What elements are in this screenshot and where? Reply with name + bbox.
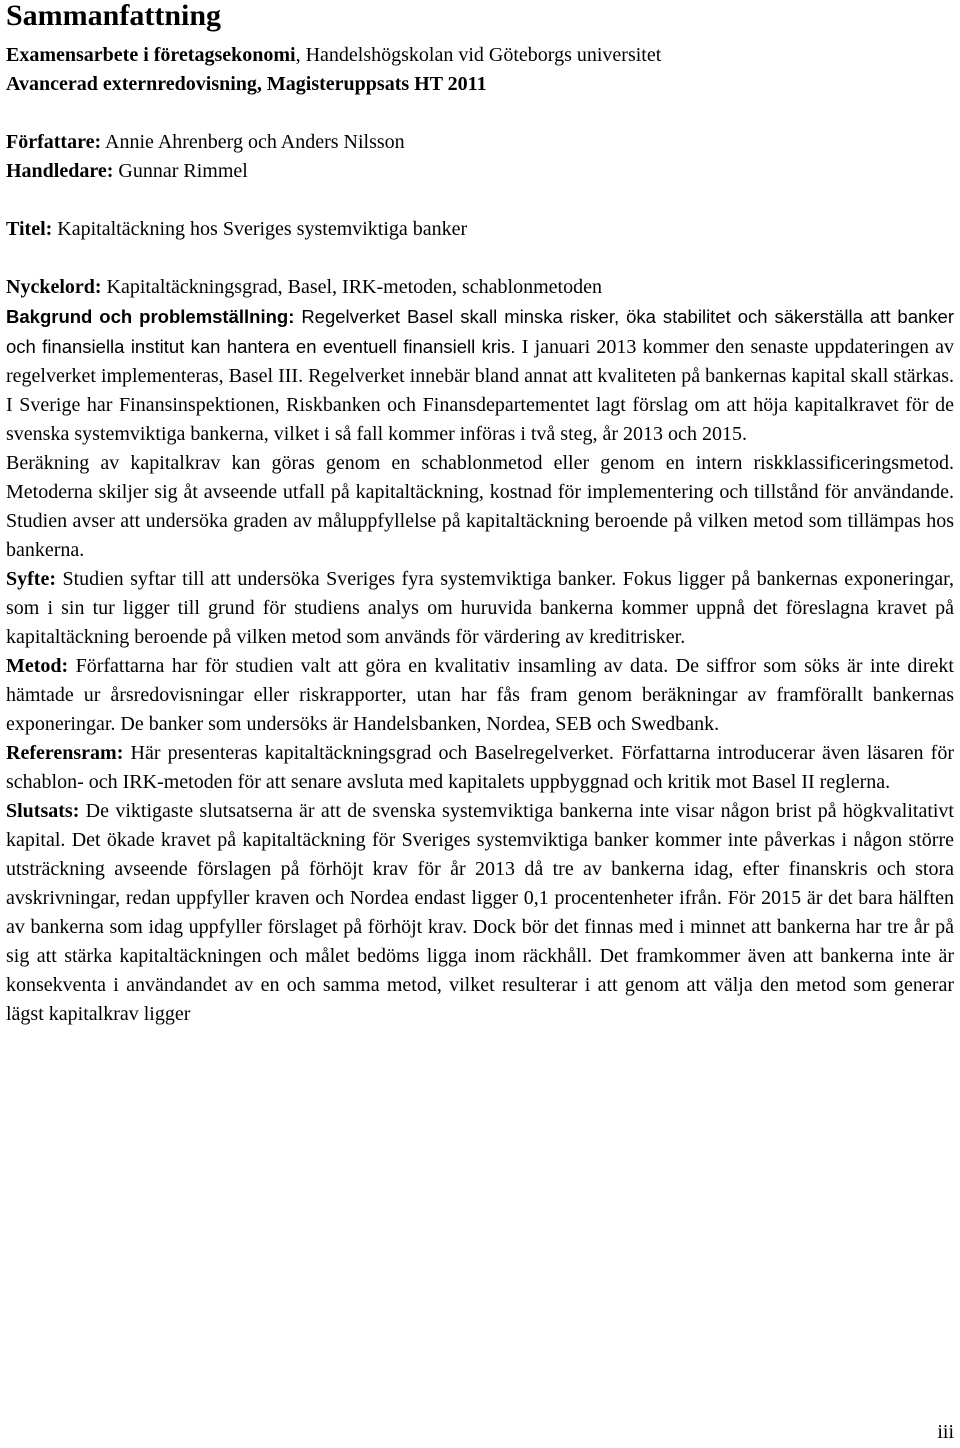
authors-label: Författare:	[6, 131, 102, 153]
background-text: I januari 2013 kommer den senaste uppdateringen av regelverket implementeras, Basel III. Regelverket innebär bland annat att kvaliteten på bankernas kapital skall stärkas. I Sverige har Finansinspektionen, Riskbanken och Finansdepartementet lagt förslag om att höja kapitalkravet för de svenska systemviktiga bankerna, vilket i så fall kommer införas i två steg, år 2013 och 2015.	[6, 336, 954, 445]
thesis-label: Examensarbete i företagsekonomi	[6, 44, 296, 66]
supervisor-label: Handledare:	[6, 160, 114, 182]
authors-value: Annie Ahrenberg och Anders Nilsson	[105, 131, 405, 153]
page-number: iii	[937, 1421, 954, 1443]
background-text-sans: Regelverket Basel skall minska risker, öka stabilitet och säkerställa att banker och finansiella institut kan hantera en eventuell finansiell kris.	[6, 306, 954, 357]
method-paragraph	[6, 652, 954, 739]
framework-text: Här presenteras kapitaltäckningsgrad och Baselregelverket. Författarna introducerar även läsaren för schablon- och IRK-metoden för att senare avsluta med kapitalets uppbyggnad och kritik mot Basel II reglerna.	[6, 742, 954, 793]
keywords-label: Nyckelord:	[6, 276, 102, 298]
page-title: Sammanfattning	[6, 0, 222, 32]
conclusion-text: De viktigaste slutsatserna är att de svenska systemviktiga bankerna inte visar någon brist på högkvalitativt kapital. Det ökade kravet på kapitaltäckning för Sveriges systemviktiga banker kommer inte påverkas i någon större utsträckning avseende förslagen på förhöjt krav för år 2013 då tre av bankerna idag, efter finanskris och stora avskrivningar, redan uppfyller kraven och Nordea endast ligger 0,1 procentenheter ifrån. För 2015 är det bara hälften av bankerna som idag uppfyller förslaget på förhöjt krav. Dock bör det finnas med i minnet att bankerna har tre år på sig att stärka kapitaltäckningen och målet bedöms ligga inom räckhåll. Det framkommer även att bankerna inte är konsekventa i användandet av en och samma metod, vilket resulterar i att genom att välja den metod som generar lägst kapitalkrav ligger	[6, 800, 954, 1025]
background-paragraph	[6, 302, 954, 449]
method-text: Författarna har för studien valt att göra en kvalitativ insamling av data. De siffror som söks är inte direkt hämtade ur årsredovisningar eller riskrapporter, utan har fås fram genom beräkningar av framförallt bankernas exponeringar. De banker som undersöks är Handelsbanken, Nordea, SEB och Swedbank.	[6, 655, 954, 735]
keywords-value: Kapitaltäckningsgrad, Basel, IRK-metoden, schablonmetoden	[106, 276, 602, 298]
course-text: Avancerad externredovisning, Magisteruppsats HT 2011	[6, 73, 487, 95]
thesis-institution: , Handelshögskolan vid Göteborgs universitet	[295, 44, 662, 66]
calculation-paragraph: Beräkning av kapitalkrav kan göras genom en schablonmetod eller genom en intern riskklassificeringsmetod. Metoderna skiljer sig åt avseende utfall på kapitaltäckning, kostnad för implementering och tillstånd för användande. Studien avser att undersöka graden av måluppfyllelse på kapitaltäckning beroende på vilken metod som tillämpas hos bankerna.	[6, 452, 954, 561]
purpose-paragraph	[6, 565, 954, 652]
framework-paragraph	[6, 739, 954, 797]
conclusion-paragraph	[6, 797, 954, 1029]
authors-line	[6, 128, 954, 157]
background-label: Bakgrund och problemställning:	[6, 306, 295, 327]
course-line	[6, 70, 954, 99]
title-label: Titel:	[6, 218, 53, 240]
method-label: Metod:	[6, 655, 69, 677]
thesis-line	[6, 41, 954, 70]
purpose-label: Syfte:	[6, 568, 56, 590]
title-line	[6, 215, 954, 244]
document-page	[6, 0, 954, 1029]
purpose-text: Studien syftar till att undersöka Sveriges fyra systemviktiga banker. Fokus ligger på bankernas exponeringar, som i sin tur ligger till grund för studiens analys om huruvida bankerna kommer uppnå det föreslagna kravet på kapitaltäckning beroende på vilken metod som används för värdering av kreditrisker.	[6, 568, 954, 648]
framework-label: Referensram:	[6, 742, 124, 764]
supervisor-line	[6, 157, 954, 186]
keywords-line	[6, 273, 954, 302]
title-value: Kapitaltäckning hos Sveriges systemviktiga banker	[57, 218, 468, 240]
conclusion-label: Slutsats:	[6, 800, 80, 822]
supervisor-value: Gunnar Rimmel	[118, 160, 248, 182]
